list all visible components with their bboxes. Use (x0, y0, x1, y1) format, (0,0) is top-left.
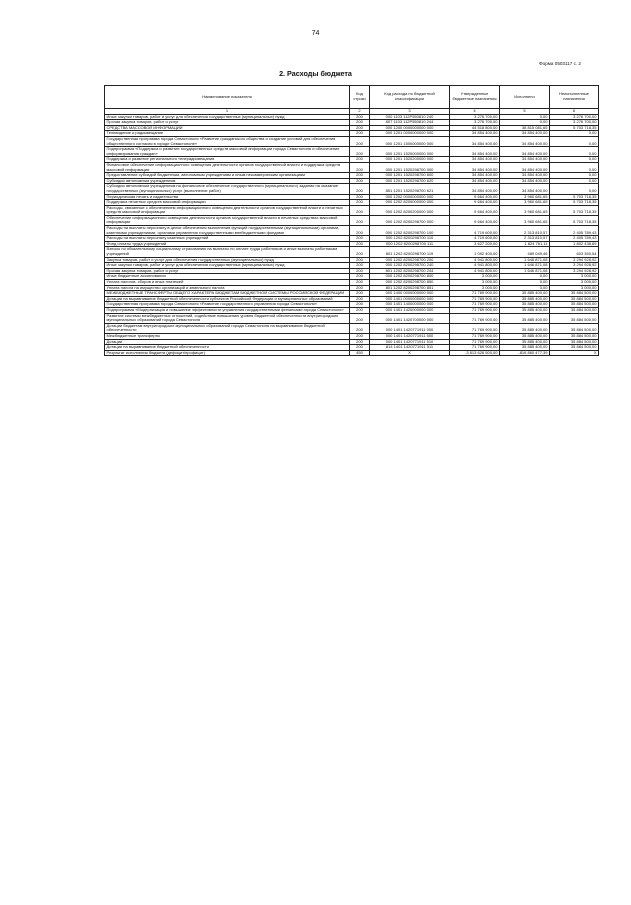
row-executed: 34 854 400,00 (500, 157, 550, 163)
row-budget-code: 000 1401 1420771911 000 (370, 323, 450, 333)
row-executed: 35 885 400,00 (500, 296, 550, 302)
row-approved: 71 769 900,00 (450, 291, 500, 297)
row-line-code: 200 (350, 157, 370, 163)
header-line-code: Код строки (350, 86, 370, 109)
row-name: Субсидии автономным учреждениям (105, 178, 350, 184)
table-row (105, 162, 599, 172)
row-unexecuted: 1 802 438,89 (550, 241, 599, 247)
row-budget-code: 000 1201 0000000000 000 (370, 131, 450, 137)
table-row (105, 147, 599, 157)
row-executed: -816 860 477,39 (500, 350, 550, 356)
row-name: Дотации бюджетам внутригородских муниципальных образований города Севастополя на выравнивание бюджетной обеспеченности (105, 323, 350, 333)
row-unexecuted: X (550, 350, 599, 356)
row-approved: 3 276 700,00 (450, 114, 500, 120)
row-approved: 34 854 400,00 (450, 184, 500, 194)
row-budget-code: 000 1401 1420000000 000 (370, 307, 450, 313)
row-line-code: 200 (350, 263, 370, 269)
row-line-code: 200 (350, 241, 370, 247)
row-unexecuted: 3 000,00 (550, 280, 599, 286)
column-number: 4 (450, 109, 500, 115)
row-line-code: 200 (350, 215, 370, 225)
row-executed: 35 885 400,00 (500, 345, 550, 351)
row-unexecuted: 35 884 500,00 (550, 296, 599, 302)
row-line-code: 200 (350, 205, 370, 215)
table-row (105, 323, 599, 333)
row-line-code: 200 (350, 339, 370, 345)
row-budget-code: 000 1202 0000000000 000 (370, 194, 450, 200)
row-budget-code: 801 1202 8200298700 119 (370, 247, 450, 257)
row-approved: 9 664 400,00 (450, 215, 500, 225)
row-executed: 35 885 400,00 (500, 339, 550, 345)
row-executed: 2 313 810,57 (500, 226, 550, 236)
row-budget-code: 000 1202 8200000000 000 (370, 200, 450, 206)
row-line-code: 200 (350, 173, 370, 179)
row-executed: 35 885 400,00 (500, 323, 550, 333)
row-executed: 34 854 400,00 (500, 162, 550, 172)
row-executed: 3 960 681,65 (500, 205, 550, 215)
row-executed: 0,00 (500, 280, 550, 286)
table-row (105, 215, 599, 225)
row-name: Уплата налога на имущество организаций и земельного налога (105, 285, 350, 291)
row-budget-code: 000 1401 1420771911 510 (370, 339, 450, 345)
row-name: Уплата налогов, сборов и иных платежей (105, 280, 350, 286)
row-name: Иные закупки товаров, работ и услуг для обеспечения государственных (муниципальных) нужд (105, 263, 350, 269)
header-unexecuted: Неисполненные назначения (550, 86, 599, 109)
row-name: Подпрограмма «Поддержка и развитие государственных средств массовой информации города Севастополя и обеспечение информирования граждан» (105, 147, 350, 157)
row-name: Государственная программа города Севастополя «Развитие государственного управления города Севастополя» (105, 302, 350, 308)
row-approved: 71 769 900,00 (450, 333, 500, 339)
row-line-code: 200 (350, 200, 370, 206)
row-budget-code: X (370, 350, 450, 356)
row-executed: 34 854 400,00 (500, 136, 550, 146)
row-approved: 1 092 400,00 (450, 247, 500, 257)
row-executed: 1 824 761,11 (500, 241, 550, 247)
column-number: 5 (500, 109, 550, 115)
row-budget-code: 000 1202 8200298700 100 (370, 226, 450, 236)
row-line-code: 200 (350, 307, 370, 313)
row-name: Закупка товаров, работ и услуг для обеспечения государственных (муниципальных) нужд (105, 257, 350, 263)
row-unexecuted: 5 703 718,35 (550, 205, 599, 215)
row-executed: 0,00 (500, 120, 550, 126)
row-name: Субсидии автономным учреждениям на финансовое обеспечение государственного (муниципального) задания на оказание государственных (муниципальных) услуг (выполнение работ) (105, 184, 350, 194)
row-line-code: 200 (350, 268, 370, 274)
table-row (105, 350, 599, 356)
row-unexecuted: 0,00 (550, 173, 599, 179)
row-name: Обеспечение информационного освещения деятельности органов государственной власти в печатных средствах массовой информации (105, 215, 350, 225)
row-budget-code: 000 1200 0000000000 000 (370, 125, 450, 131)
row-approved: 71 769 900,00 (450, 313, 500, 323)
row-budget-code: 000 1202 8200298700 850 (370, 280, 450, 286)
row-name: Подпрограмма «Модернизация и повышение эффективности управления государственными финансами города Севастополя» (105, 307, 350, 313)
column-number: 1 (105, 109, 350, 115)
row-line-code: 200 (350, 285, 370, 291)
row-budget-code: 000 1400 0000000000 000 (370, 291, 450, 297)
row-line-code: 200 (350, 296, 370, 302)
row-budget-code: 000 1202 8200298700 000 (370, 215, 450, 225)
table-row (105, 226, 599, 236)
row-unexecuted: 3 294 928,92 (550, 257, 599, 263)
row-name: Иные бюджетные ассигнования (105, 274, 350, 280)
row-executed: 3 960 681,65 (500, 194, 550, 200)
row-unexecuted: 3 276 700,00 (550, 114, 599, 120)
row-budget-code: 000 1401 1420700000 000 (370, 313, 450, 323)
row-name: Прочая закупка товаров, работ и услуг (105, 120, 350, 126)
row-unexecuted: 35 884 500,00 (550, 345, 599, 351)
table-row (105, 247, 599, 257)
row-unexecuted: 0,00 (550, 157, 599, 163)
row-line-code: 200 (350, 247, 370, 257)
row-unexecuted: 0,00 (550, 136, 599, 146)
row-name: МЕЖБЮДЖЕТНЫЕ ТРАНСФЕРТЫ ОБЩЕГО ХАРАКТЕРА БЮДЖЕТАМ БЮДЖЕТНОЙ СИСТЕМЫ РОССИЙСКОЙ ФЕДЕРАЦИИ (105, 291, 350, 297)
row-approved: 4 941 800,00 (450, 268, 500, 274)
row-budget-code: 000 1201 1520000000 000 (370, 147, 450, 157)
row-line-code: 200 (350, 291, 370, 297)
row-budget-code: 000 1202 8200200000 000 (370, 205, 450, 215)
row-executed: 2 313 810,57 (500, 236, 550, 242)
row-name: Поддержка печатных средств массовой информации (105, 200, 350, 206)
row-budget-code: 000 1202 8200298700 111 (370, 241, 450, 247)
row-executed: 34 854 400,00 (500, 184, 550, 194)
row-unexecuted: 603 350,54 (550, 247, 599, 257)
row-line-code: 200 (350, 257, 370, 263)
row-approved: 71 769 900,00 (450, 323, 500, 333)
row-name: Телевидение и радиовещание (105, 131, 350, 137)
table-row (105, 205, 599, 215)
row-unexecuted: 5 703 718,35 (550, 125, 599, 131)
row-unexecuted: 2 405 789,43 (550, 226, 599, 236)
row-line-code: 200 (350, 120, 370, 126)
row-name: Расходы на выплаты персоналу в целях обеспечения выполнения функций государственными (муниципальными) органами, казенными учреждениями, органами управления государственными внебюджетными фондами (105, 226, 350, 236)
row-approved: 9 664 400,00 (450, 205, 500, 215)
row-approved: 34 854 400,00 (450, 157, 500, 163)
row-approved: 9 664 400,00 (450, 200, 500, 206)
row-executed: 34 854 400,00 (500, 147, 550, 157)
expenditure-table (104, 85, 599, 356)
row-unexecuted: 2 405 789,43 (550, 236, 599, 242)
column-number: 2 (350, 109, 370, 115)
row-approved: 4 719 600,00 (450, 226, 500, 236)
row-line-code: 200 (350, 184, 370, 194)
row-approved: 3 000,00 (450, 274, 500, 280)
row-line-code: 200 (350, 147, 370, 157)
row-unexecuted: 35 884 500,00 (550, 339, 599, 345)
row-line-code: 200 (350, 236, 370, 242)
column-number: 3 (370, 109, 450, 115)
row-executed: 489 049,46 (500, 247, 550, 257)
row-executed: 35 885 400,00 (500, 302, 550, 308)
row-unexecuted: 3 000,00 (550, 274, 599, 280)
row-approved: 4 941 800,00 (450, 263, 500, 269)
row-executed: 34 854 400,00 (500, 173, 550, 179)
row-budget-code: 000 1202 8200298700 800 (370, 274, 450, 280)
table-row (105, 184, 599, 194)
row-budget-code: 000 1201 1520200000 000 (370, 157, 450, 163)
row-name: Дотации (105, 339, 350, 345)
row-line-code: 200 (350, 274, 370, 280)
row-line-code: 200 (350, 313, 370, 323)
row-budget-code: 807 1103 112Р550810 244 (370, 120, 450, 126)
row-unexecuted: 3 294 928,92 (550, 263, 599, 269)
row-approved: 4 719 600,00 (450, 236, 500, 242)
row-unexecuted: 0,00 (550, 178, 599, 184)
row-executed: 0,00 (500, 274, 550, 280)
row-approved: 4 941 800,00 (450, 257, 500, 263)
row-budget-code: 000 1202 8200298700 240 (370, 263, 450, 269)
row-executed: 38 815 081,65 (500, 125, 550, 131)
row-name: Финансовое обеспечение информационного освещения деятельности органов государственной власти и поддержка средств массовой информации (105, 162, 350, 172)
page-number: 74 (311, 30, 320, 37)
row-approved: 3 000,00 (450, 285, 500, 291)
row-name: Прочая закупка товаров, работ и услуг (105, 268, 350, 274)
row-executed: 1 646 871,08 (500, 263, 550, 269)
table-body (105, 109, 599, 356)
row-line-code: 200 (350, 136, 370, 146)
row-unexecuted: 35 884 500,00 (550, 333, 599, 339)
row-unexecuted: 5 703 718,35 (550, 200, 599, 206)
row-budget-code: 000 1401 0000000000 000 (370, 296, 450, 302)
row-unexecuted: 5 703 718,35 (550, 215, 599, 225)
row-name: Межбюджетные трансферты (105, 333, 350, 339)
row-name: Иные закупки товаров, работ и услуг для обеспечения государственных (муниципальных) нужд (105, 114, 350, 120)
row-unexecuted: 0,00 (550, 147, 599, 157)
row-name: Предоставление субсидий бюджетным, автономным учреждениям и иным некоммерческим организациям (105, 173, 350, 179)
row-line-code: 200 (350, 194, 370, 200)
row-name: СРЕДСТВА МАССОВОЙ ИНФОРМАЦИИ (105, 125, 350, 131)
row-name: Расходы на выплаты персоналу казенных учреждений (105, 236, 350, 242)
row-executed: 3 960 681,65 (500, 200, 550, 206)
row-name: Фонд оплаты труда учреждений (105, 241, 350, 247)
row-unexecuted: 35 884 500,00 (550, 307, 599, 313)
row-budget-code: 000 1202 8200298700 110 (370, 236, 450, 242)
row-line-code: 450 (350, 350, 370, 356)
row-approved: 3 276 700,00 (450, 120, 500, 126)
row-approved: 34 854 400,00 (450, 178, 500, 184)
row-executed: 35 885 400,00 (500, 313, 550, 323)
row-executed: 34 854 400,00 (500, 131, 550, 137)
table-row (105, 313, 599, 323)
row-line-code: 200 (350, 323, 370, 333)
row-executed: 35 885 400,00 (500, 307, 550, 313)
row-budget-code: 000 1103 112Р550810 240 (370, 114, 450, 120)
row-executed: 1 646 871,08 (500, 257, 550, 263)
header-indicator-name: Наименование показателя (105, 86, 350, 109)
row-line-code: 200 (350, 345, 370, 351)
row-executed: 3 960 681,65 (500, 215, 550, 225)
row-approved: 34 854 400,00 (450, 147, 500, 157)
row-line-code: 200 (350, 280, 370, 286)
row-approved: 34 854 400,00 (450, 162, 500, 172)
row-budget-code: 801 1202 8200298700 851 (370, 285, 450, 291)
row-executed: 0,00 (500, 285, 550, 291)
row-approved: 3 000,00 (450, 280, 500, 286)
form-reference: Форма 0503117 с. 2 (539, 61, 581, 66)
row-name: Расходы, связанные с обеспечением информационного освещения деятельности органов государственной власти и печатных средств массовой информации (105, 205, 350, 215)
row-line-code: 200 (350, 333, 370, 339)
row-unexecuted: 0,00 (550, 131, 599, 137)
row-budget-code: 000 1401 1420771911 500 (370, 333, 450, 339)
row-unexecuted: 3 000,00 (550, 285, 599, 291)
row-executed: 35 885 400,00 (500, 333, 550, 339)
row-name: Дотации на выравнивание бюджетной обеспеченности (105, 345, 350, 351)
row-approved: 44 518 800,00 (450, 125, 500, 131)
header-budget-code: Код расхода по бюджетной классификации (370, 86, 450, 109)
table-row (105, 136, 599, 146)
row-approved: 71 769 900,00 (450, 302, 500, 308)
row-line-code: 200 (350, 178, 370, 184)
row-line-code: 200 (350, 114, 370, 120)
row-approved: 9 664 400,00 (450, 194, 500, 200)
row-line-code: 200 (350, 226, 370, 236)
row-unexecuted: 35 884 500,00 (550, 323, 599, 333)
row-unexecuted: 5 703 718,35 (550, 194, 599, 200)
row-approved: 34 854 400,00 (450, 136, 500, 146)
row-unexecuted: 0,00 (550, 184, 599, 194)
row-name: Развитие системы межбюджетных отношений, содействие повышению уровня бюджетной обеспеченности внутригородских муниципальных образований города Севастополя (105, 313, 350, 323)
row-budget-code: 814 1401 1420771911 511 (370, 345, 450, 351)
row-approved: 71 769 900,00 (450, 307, 500, 313)
row-unexecuted: 0,00 (550, 162, 599, 172)
row-approved: 3 627 200,00 (450, 241, 500, 247)
row-line-code: 200 (350, 125, 370, 131)
column-number: 6 (550, 109, 599, 115)
row-budget-code: 000 1201 1520298700 600 (370, 173, 450, 179)
row-approved: 71 769 900,00 (450, 339, 500, 345)
row-executed: 1 646 871,08 (500, 268, 550, 274)
row-unexecuted: 3 294 928,92 (550, 268, 599, 274)
row-line-code: 200 (350, 162, 370, 172)
row-approved: 71 769 900,00 (450, 345, 500, 351)
row-name: Государственная программа города Севастополя «Развитие гражданского общества и создание условий для обеспечения общественного согласия в городе Севастополе» (105, 136, 350, 146)
row-budget-code: 801 1202 8200298700 244 (370, 268, 450, 274)
row-unexecuted: 35 884 500,00 (550, 291, 599, 297)
section-title: 2. Расходы бюджета (279, 69, 352, 78)
row-line-code: 200 (350, 131, 370, 137)
row-name: Поддержка и развитие регионального телерадиовещания (105, 157, 350, 163)
row-name: Периодическая печать и издательства (105, 194, 350, 200)
row-unexecuted: 35 884 500,00 (550, 313, 599, 323)
table-header-row (105, 86, 599, 109)
row-name: Взносы по обязательному социальному страхованию на выплаты по оплате труда работников и иные выплаты работникам учреждений (105, 247, 350, 257)
row-name: Результат исполнения бюджета (дефицит/профицит) (105, 350, 350, 356)
row-approved: 34 854 400,00 (450, 131, 500, 137)
header-executed: Исполнено (500, 86, 550, 109)
row-budget-code: 000 1202 8200298700 200 (370, 257, 450, 263)
row-executed: 34 854 400,00 (500, 178, 550, 184)
header-approved: Утвержденные бюджетные назначения (450, 86, 500, 109)
row-budget-code: 851 1201 1520298700 621 (370, 184, 450, 194)
row-unexecuted: 35 884 500,00 (550, 302, 599, 308)
row-executed: 0,00 (500, 114, 550, 120)
row-executed: 35 885 400,00 (500, 291, 550, 297)
row-approved: 34 854 400,00 (450, 173, 500, 179)
row-line-code: 200 (350, 302, 370, 308)
row-approved: 71 769 900,00 (450, 296, 500, 302)
row-budget-code: 000 1201 1500000000 000 (370, 136, 450, 146)
row-approved: -3 813 628 500,00 (450, 350, 500, 356)
row-budget-code: 000 1201 1520298700 000 (370, 162, 450, 172)
row-unexecuted: 3 276 700,00 (550, 120, 599, 126)
row-budget-code: 000 1201 1520298700 620 (370, 178, 450, 184)
row-name: Дотации на выравнивание бюджетной обеспеченности субъектов Российской Федерации и муниципальных образований (105, 296, 350, 302)
row-budget-code: 000 1401 1400000000 000 (370, 302, 450, 308)
